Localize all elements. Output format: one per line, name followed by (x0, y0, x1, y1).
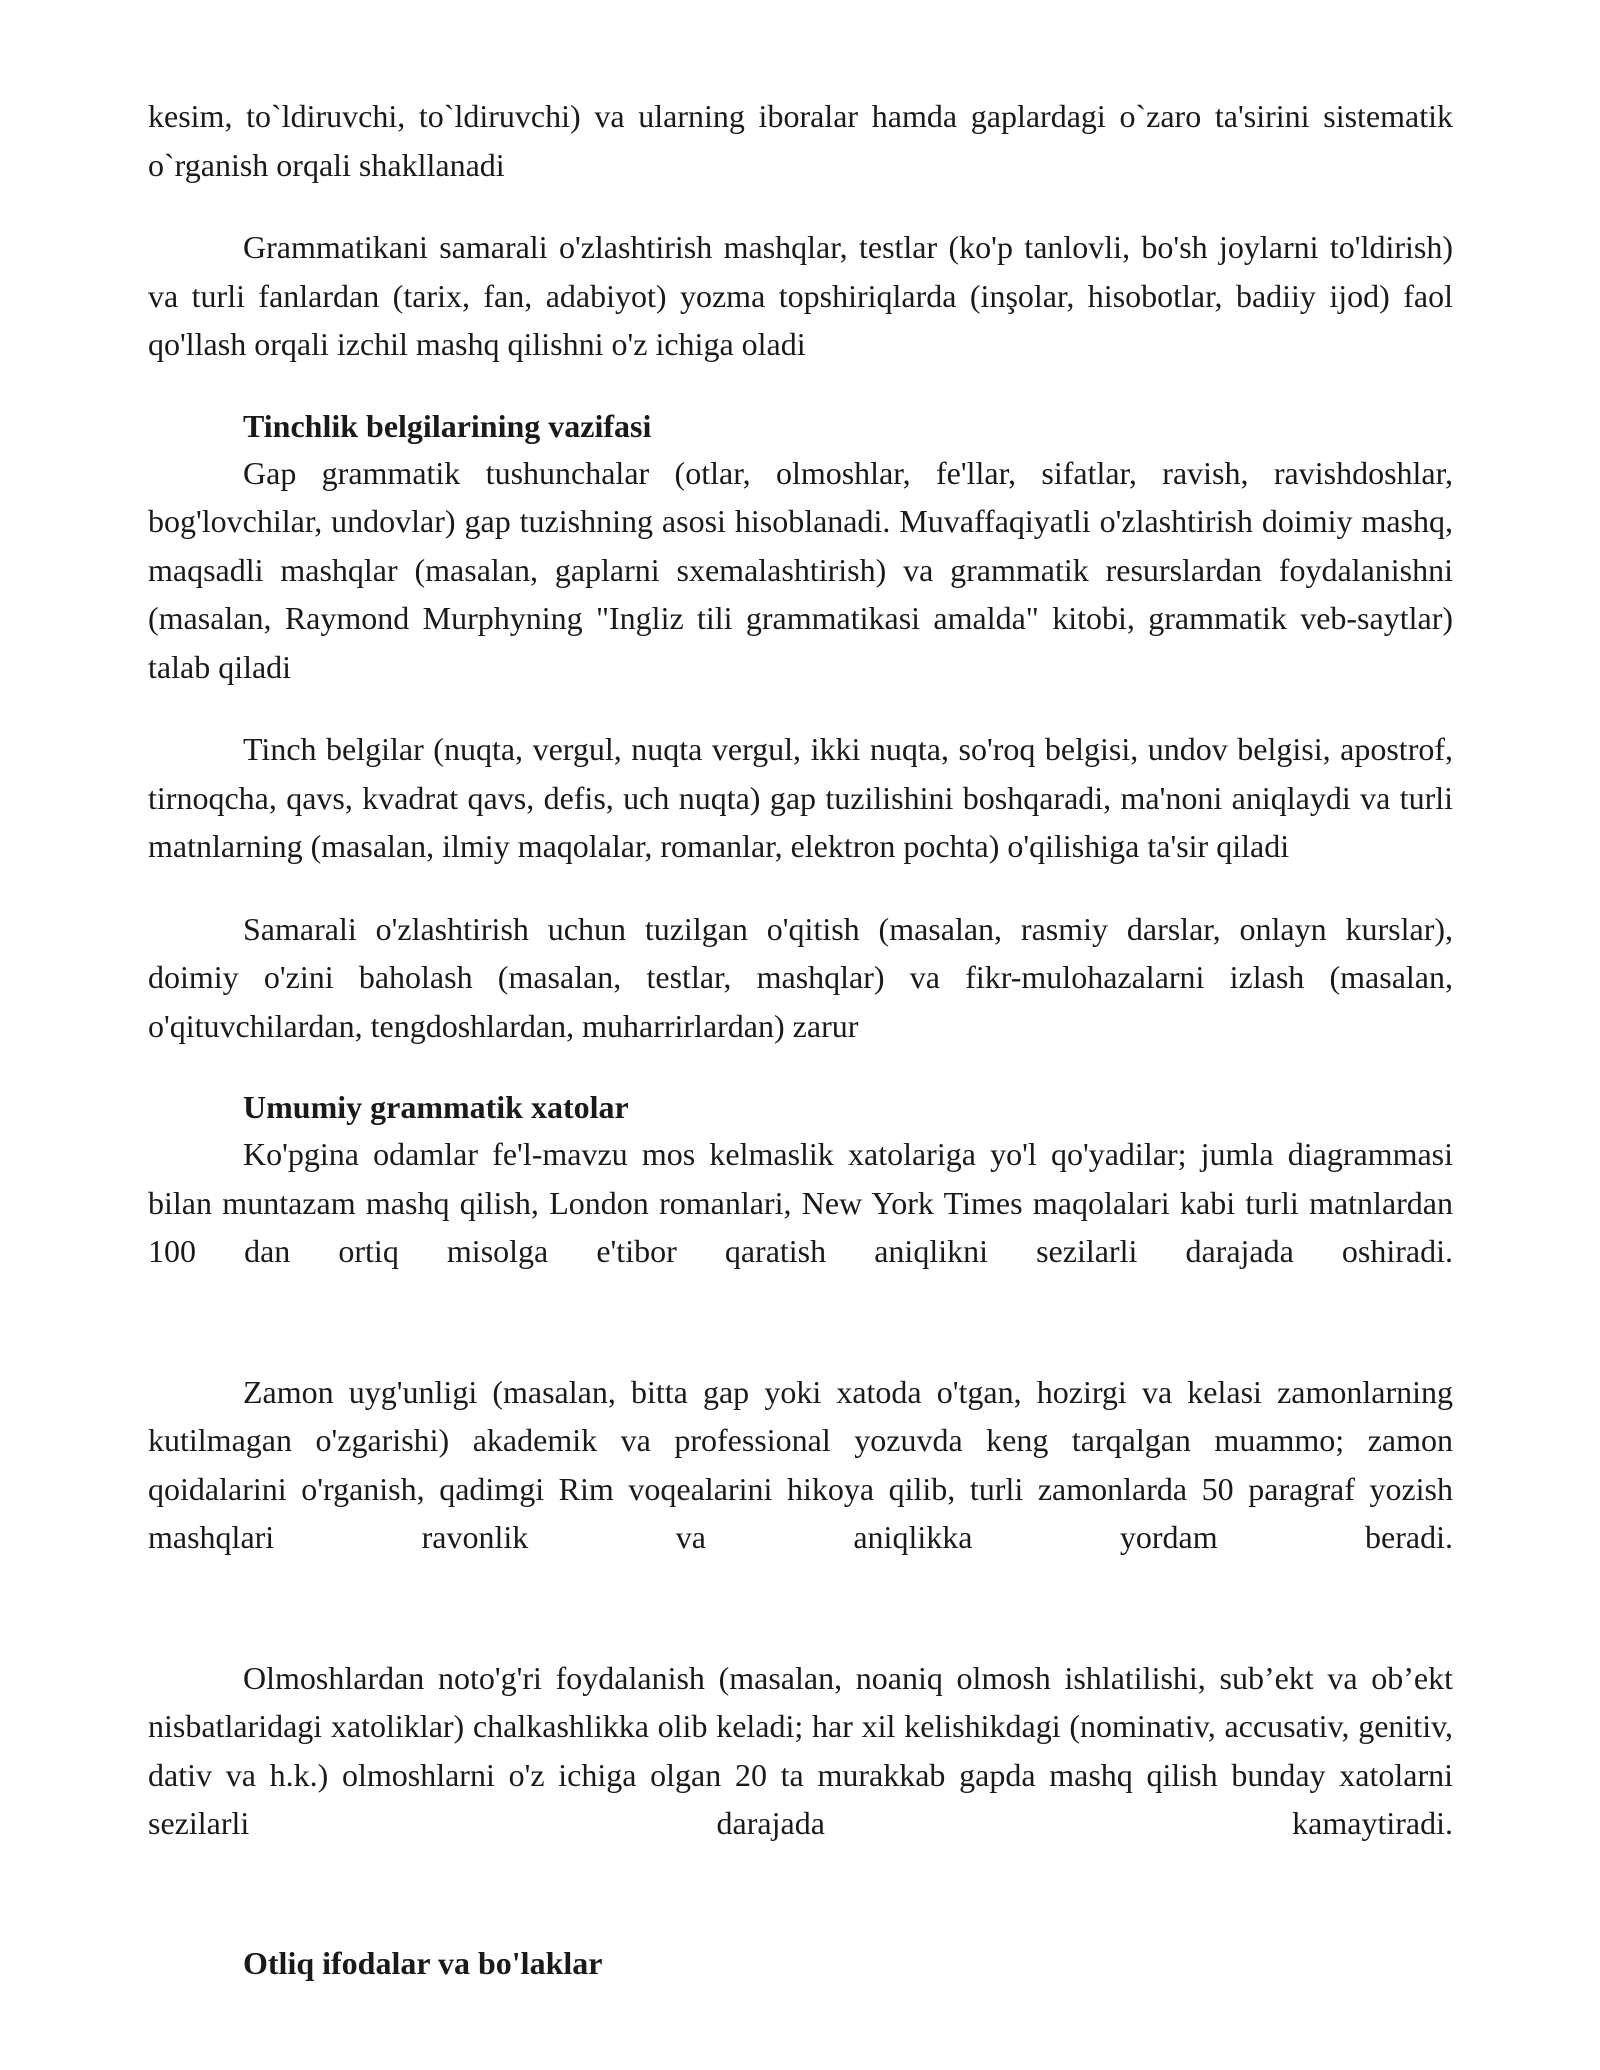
paragraph-effective-mastery: Samarali o'zlashtirish uchun tuzilgan o'qitish (masalan, rasmiy darslar, onlayn kurslar), doimiy o'zini baholash (masalan, testlar, mashqlar) va fikr-mulohazalarni izlash (masalan, o'qituvchilardan, tengdoshlardan, muharrirlardan) zarur (148, 910, 1453, 1044)
paragraph-agreement-errors: Ko'pgina odamlar fe'l-mavzu mos kelmaslik xatolariga yo'l qo'yadilar; jumla diagrammasi bilan muntazam mashq qilish, London romanlari, New York Times maqolalari kabi turli matnlardan 100 dan ortiq misolga e'tibor qaratish aniqlikni sezilarli darajada oshiradi. (148, 1136, 1453, 1269)
heading-punctuation-function: Tinchlik belgilarining vazifasi (243, 407, 652, 444)
heading-common-errors: Umumiy grammatik xatolar (243, 1089, 629, 1125)
paragraph-punctuation-marks: Tinch belgilar (nuqta, vergul, nuqta vergul, ikki nuqta, so'roq belgisi, undov belgisi, apostrof, tirnoqcha, qavs, kvadrat qavs, defis, uch nuqta) gap tuzilishini boshqaradi, ma'noni aniqlaydi va turli matnlarning (masalan, ilmiy maqolalar, romanlar, elektron pochta) o'qilishiga ta'sir qiladi (148, 731, 1453, 864)
heading-noun-phrases: Otliq ifodalar va bo'laklar (243, 1944, 603, 1981)
paragraph-sentence-concepts: Gap grammatik tushunchalar (otlar, olmoshlar, fe'llar, sifatlar, ravish, ravishdoshlar, bog'lovchilar, undovlar) gap tuzishning asosi hisoblanadi. Muvaffaqiyatli o'zlashtirish doimiy mashq, maqsadli mashqlar (masalan, gaplarni sxemalashtirish) va grammatik resurslardan foydalanishni (masalan, Raymond Murphyning "Ingliz tili grammatikasi amalda" kitobi, grammatik veb-saytlar) talab qiladi (148, 454, 1453, 685)
paragraph-tense-consistency: Zamon uyg'unligi (masalan, bitta gap yoki xatoda o'tgan, hozirgi va kelasi zamonlarning kutilmagan o'zgarishi) akademik va professional yozuvda keng tarqalgan muammo; zamon qoidalarini o'rganish, qadimgi Rim voqealarini hikoya qilib, turli zamonlarda 50 paragraf yozish mashqlari ravonlik va aniqlikka yordam beradi. (148, 1373, 1453, 1555)
paragraph-pronoun-usage: Olmoshlardan noto'g'ri foydalanish (masalan, noaniq olmosh ishlatilishi, sub’ekt va ob’ekt nisbatlaridagi xatoliklar) chalkashlikka olib keladi; har xil kelishikdagi (nominativ, accusativ, genitiv, dativ va h.k.) olmoshlarni o'z ichiga olgan 20 ta murakkab gapda mashq qilish bunday xatolarni sezilarli darajada kamaytiradi. (148, 1659, 1453, 1841)
paragraph-continuation: kesim, to`ldiruvchi, to`ldiruvchi) va ularning iboralar hamda gaplardagi o`zaro ta'sirini sistematik o`rganish orqali shakllanadi (148, 98, 1453, 183)
paragraph-grammar-practice: Grammatikani samarali o'zlashtirish mashqlar, testlar (ko'p tanlovli, bo'sh joylarni to'ldirish) va turli fanlardan (tarix, fan, adabiyot) yozma topshiriqlarda (inşolar, hisobotlar, badiiy ijod) faol qo'llash orqali izchil mashq qilishni o'z ichiga oladi (148, 229, 1453, 362)
document-page (148, 92, 1453, 1986)
